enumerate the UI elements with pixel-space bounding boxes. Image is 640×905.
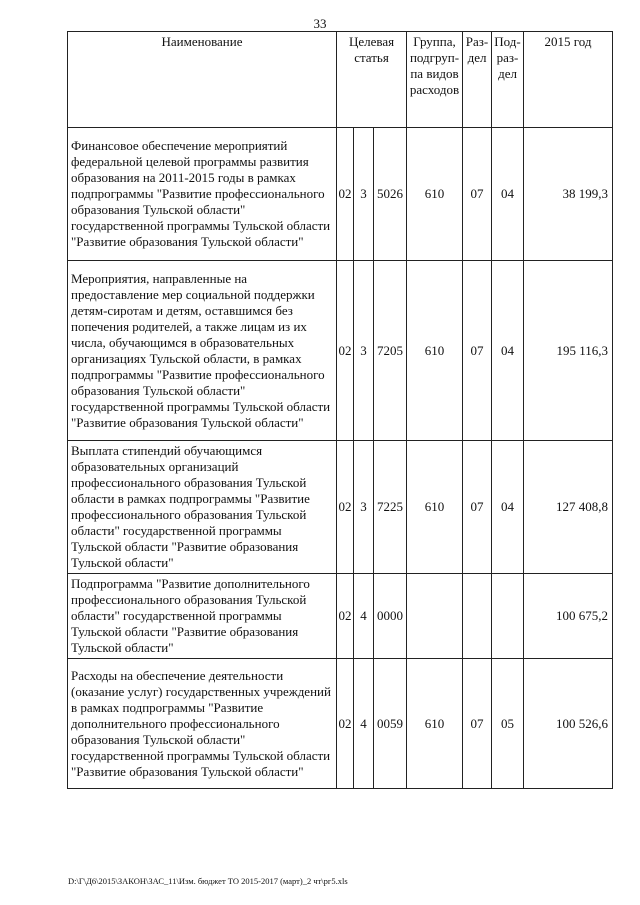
header-target: Целевая статья <box>337 32 407 128</box>
row-code-direction: 7205 <box>374 261 407 441</box>
row-code-program: 02 <box>337 441 354 574</box>
table-row <box>68 659 613 789</box>
row-code-program: 02 <box>337 128 354 261</box>
row-code-program: 02 <box>337 261 354 441</box>
row-name: Подпрограмма "Развитие дополнительного профессионального образования Тульской области" государственной программы Тульской области "Развитие образования Тульской области" <box>68 574 337 659</box>
row-code-subprogram: 3 <box>354 261 374 441</box>
row-amount: 100 526,6 <box>524 659 613 789</box>
row-subsection: 04 <box>492 441 524 574</box>
row-code-direction: 0059 <box>374 659 407 789</box>
row-code-subprogram: 3 <box>354 128 374 261</box>
row-section: 07 <box>463 128 492 261</box>
header-subsection: Под-раз-дел <box>492 32 524 128</box>
row-group <box>407 574 463 659</box>
header-group: Группа, подгруп-па видов расходов <box>407 32 463 128</box>
header-section: Раз-дел <box>463 32 492 128</box>
row-amount: 195 116,3 <box>524 261 613 441</box>
row-name: Выплата стипендий обучающимся образовательных организаций профессионального образования Тульской области в рамках подпрограммы "Развитие профессионального образования Тульской области" государственной программы Тульской области "Развитие образования Тульской области" <box>68 441 337 574</box>
row-subsection: 04 <box>492 128 524 261</box>
row-code-direction: 0000 <box>374 574 407 659</box>
row-subsection: 05 <box>492 659 524 789</box>
table-row <box>68 128 613 261</box>
row-section: 07 <box>463 659 492 789</box>
row-code-program: 02 <box>337 574 354 659</box>
row-code-program: 02 <box>337 659 354 789</box>
table-row <box>68 261 613 441</box>
row-amount: 100 675,2 <box>524 574 613 659</box>
table-row <box>68 441 613 574</box>
row-code-subprogram: 4 <box>354 659 374 789</box>
row-name: Финансовое обеспечение мероприятий федеральной целевой программы развития образования на 2011-2015 годы в рамках подпрограммы "Развитие профессионального образования Тульской области" государственной программы Тульской области "Развитие образования Тульской области" <box>68 128 337 261</box>
row-code-subprogram: 4 <box>354 574 374 659</box>
budget-table <box>67 31 613 789</box>
row-section <box>463 574 492 659</box>
header-name: Наименование <box>68 32 337 128</box>
row-name: Мероприятия, направленные на предоставление мер социальной поддержки детям-сиротам и детям, оставшимся без попечения родителей, а также лицам из их числа, обучающимся в образовательных организациях Тульской области, в рамках подпрограммы "Развитие профессионального образования Тульской области" государственной программы Тульской области "Развитие образования Тульской области" <box>68 261 337 441</box>
row-subsection <box>492 574 524 659</box>
row-group: 610 <box>407 128 463 261</box>
row-code-direction: 7225 <box>374 441 407 574</box>
file-path-footer: D:\Г\Д6\2015\ЗАКОН\ЗАС_11\Изм. бюджет ТО 2015-2017 (март)_2 чт\рг5.xls <box>68 876 348 886</box>
row-code-subprogram: 3 <box>354 441 374 574</box>
page-number: 33 <box>313 16 327 31</box>
row-subsection: 04 <box>492 261 524 441</box>
row-amount: 38 199,3 <box>524 128 613 261</box>
row-section: 07 <box>463 441 492 574</box>
row-amount: 127 408,8 <box>524 441 613 574</box>
row-group: 610 <box>407 441 463 574</box>
row-name: Расходы на обеспечение деятельности (оказание услуг) государственных учреждений в рамках подпрограммы "Развитие дополнительного профессионального образования Тульской области" государственной программы Тульской области "Развитие образования Тульской области" <box>68 659 337 789</box>
row-group: 610 <box>407 659 463 789</box>
header-row <box>68 32 613 128</box>
row-group: 610 <box>407 261 463 441</box>
table-row <box>68 574 613 659</box>
header-year: 2015 год <box>524 32 613 128</box>
row-code-direction: 5026 <box>374 128 407 261</box>
row-section: 07 <box>463 261 492 441</box>
